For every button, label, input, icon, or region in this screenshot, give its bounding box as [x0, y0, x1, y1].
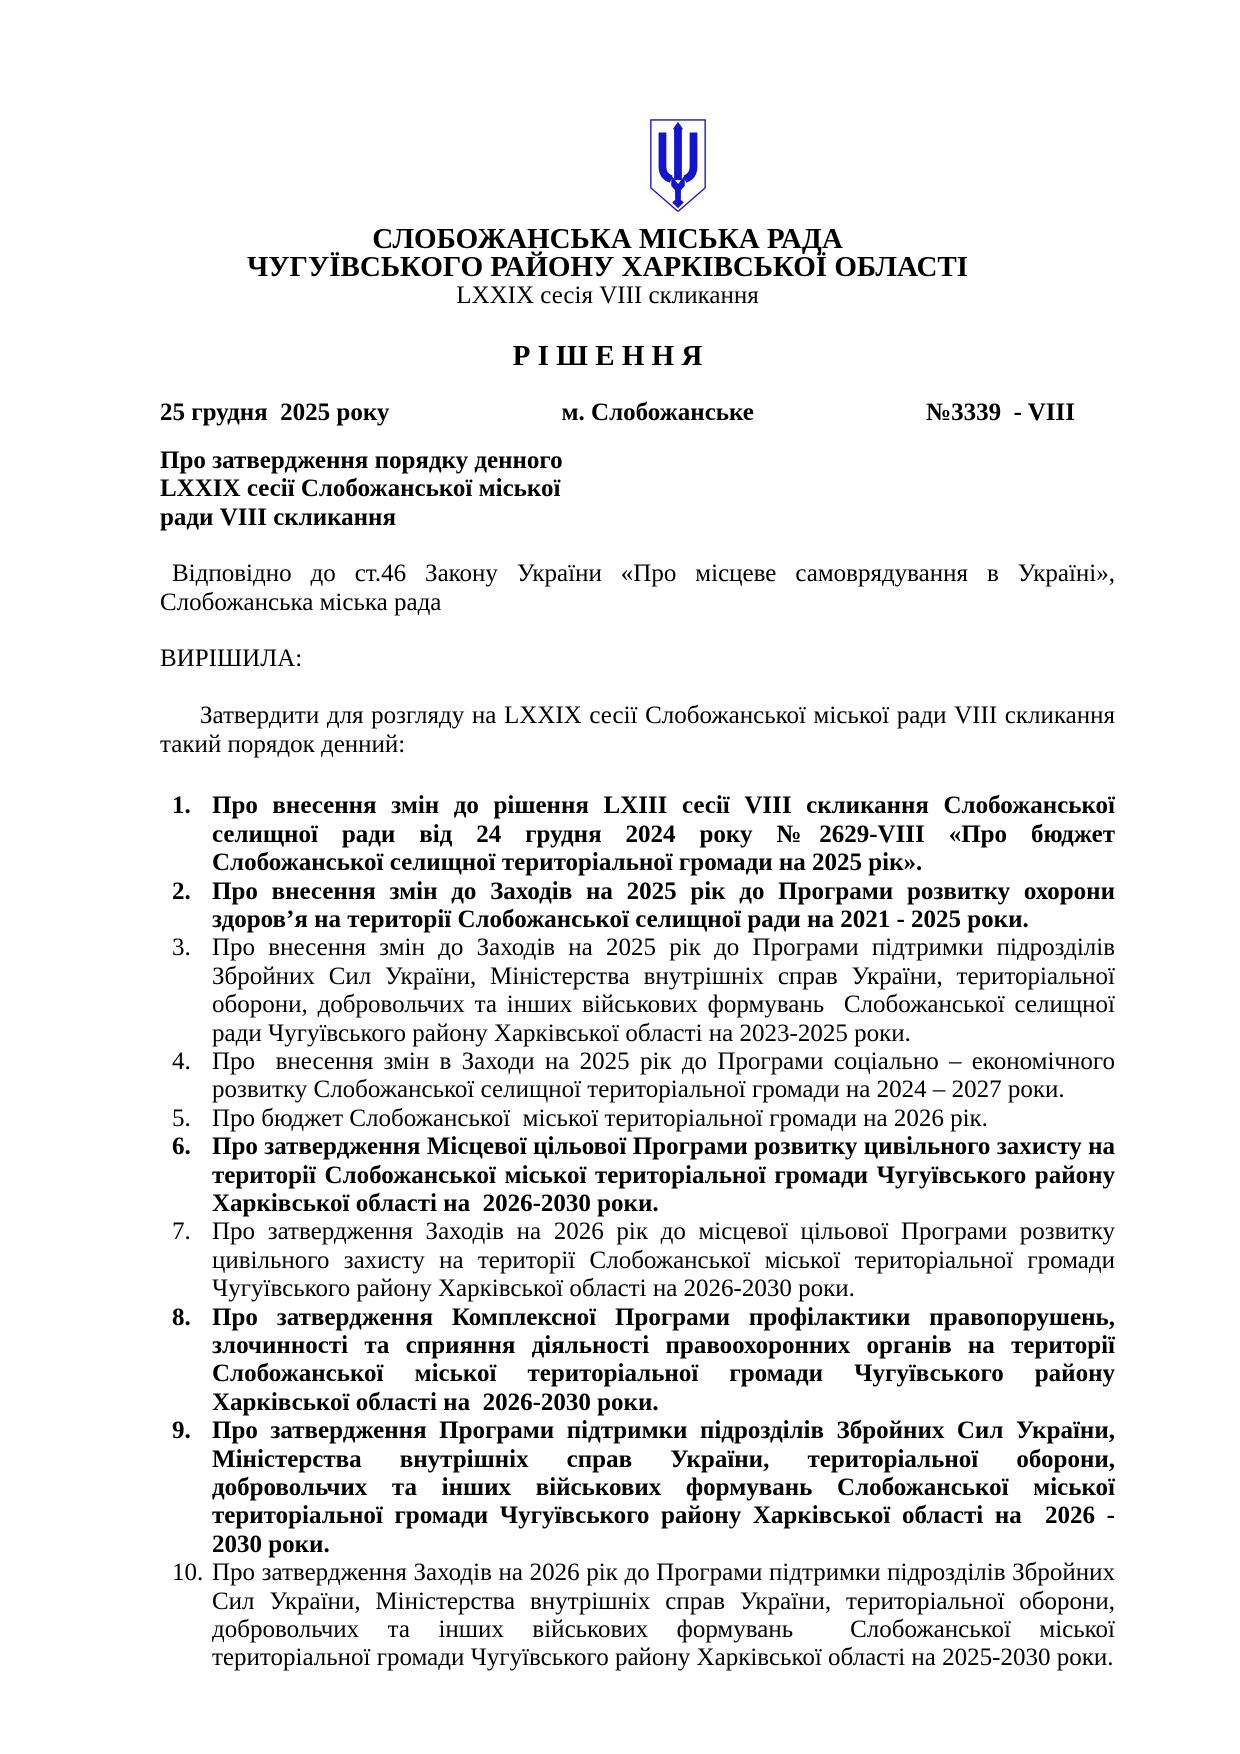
agenda-item-number: 8. — [172, 1303, 191, 1331]
resolution-intro-paragraph: Затвердити для розгляду на LXXIX сесії Слобожанської міської ради VIII скликання такий порядок денний: — [160, 702, 1122, 758]
document-number: №3339 - VIII — [926, 398, 1075, 426]
agenda-item-number: 3. — [172, 934, 191, 962]
agenda-item — [160, 1417, 1122, 1559]
preamble-paragraph: Відповідно до ст.46 Закону України «Про місцеве самоврядування в Україні», Слобожанська міська рада — [160, 560, 1122, 616]
agenda-item — [160, 1218, 1122, 1303]
agenda-item-text: Про внесення змін до Заходів на 2025 рік до Програми підтримки підрозділів Збройних Сил України, Міністерства внутрішніх справ України, територіальної оборони, добровольчих та інших військових формувань Слобожанської селищної ради Чугуївського району Харківської області на 2023-2025 роки. — [212, 934, 1122, 1047]
org-name-line1: СЛОБОЖАНСЬКА МІСЬКА РАДА — [372, 223, 843, 255]
subject-line-2: LXXIX сесії Слобожанської міської — [160, 475, 561, 503]
agenda-item-number: 1. — [172, 792, 191, 820]
session-line: LXXIX сесія VIII скликання — [456, 281, 759, 309]
agenda-item-text: Про затвердження Комплексної Програми профілактики правопорушень, злочинності та сприяння діяльності правоохоронних органів на території Слобожанської міської територіальної громади Чугуївського району Харківської області на 2026-2030 роки. — [212, 1303, 1122, 1416]
subject-line-1: Про затвердження порядку денного — [160, 447, 563, 475]
agenda-item-number: 2. — [172, 877, 191, 905]
agenda-item-number: 10. — [172, 1559, 204, 1587]
date-place-number-row — [160, 399, 1115, 427]
agenda-item-number: 6. — [172, 1133, 191, 1161]
agenda-item-number: 9. — [172, 1417, 191, 1445]
document-type-title: Р І Ш Е Н Н Я — [512, 340, 703, 373]
agenda-item-text: Про затвердження Програми підтримки підрозділів Збройних Сил України, Міністерства внутрішніх справ України, територіальної оборони, добровольчих та інших військових формувань Слобожанської міської територіальної громади Чугуївського району Харківської області на 2026 - 2030 роки. — [212, 1417, 1122, 1558]
agenda-item — [160, 792, 1122, 877]
agenda-item-number: 5. — [172, 1104, 191, 1132]
agenda-item — [160, 877, 1122, 935]
agenda-item-number: 7. — [172, 1218, 191, 1246]
subject-line-3: ради VIII скликання — [160, 503, 396, 531]
agenda-item-text: Про внесення змін до рішення LXIII сесії VIII скликання Слобожанської селищної ради від 24 грудня 2024 року №2629-VIII «Про бюджет Слобожанської селищної територіальної громади на 2025 рік». — [212, 792, 1122, 877]
agenda-list — [160, 792, 1122, 1673]
agenda-item — [160, 1559, 1122, 1673]
ukraine-trident-emblem-icon — [646, 118, 710, 215]
agenda-item — [160, 1047, 1122, 1105]
agenda-item-text: Про бюджет Слобожанської міської територіальної громади на 2026 рік. — [212, 1104, 988, 1132]
org-name-line2: ЧУГУЇВСЬКОГО РАЙОНУ ХАРКІВСЬКОЇ ОБЛАСТІ — [246, 251, 969, 284]
document-place: м. Слобожанське — [561, 398, 754, 426]
resolved-label: ВИРІШИЛА: — [160, 645, 303, 673]
agenda-item-text: Про внесення змін до Заходів на 2025 рік до Програми розвитку охорони здоров’я на території Слобожанської селищної ради на 2021 - 2025 роки. — [212, 877, 1122, 933]
agenda-item — [160, 1303, 1122, 1418]
subject-block — [160, 447, 1115, 532]
agenda-item-text: Про затвердження Місцевої цільової Програми розвитку цивільного захисту на території Слобожанської міської територіальної громади Чугуївського району Харківської області на 2026-2030 роки. — [212, 1133, 1122, 1217]
agenda-item-text: Про затвердження Заходів на 2026 рік до місцевої цільової Програми розвитку цивільного захисту на території Слобожанської міської територіальної громади Чугуївського району Харківської області на 2026-2030 роки. — [212, 1218, 1122, 1303]
agenda-item-text: Про затвердження Заходів на 2026 рік до Програми підтримки підрозділів Збройних Сил України, Міністерства внутрішніх справ України, територіальної оборони, добровольчих та інших військових формувань Слобожанської міської територіальної громади Чугуївського району Харківської області на 2025-2030 роки. — [212, 1559, 1122, 1672]
agenda-item — [160, 934, 1122, 1048]
agenda-item-number: 4. — [172, 1047, 191, 1075]
agenda-item — [160, 1105, 1115, 1133]
agenda-item — [160, 1133, 1122, 1218]
document-date: 25 грудня 2025 року — [160, 398, 390, 426]
emblem-row — [160, 118, 1115, 215]
agenda-item-text: Про внесення змін в Заходи на 2025 рік до Програми соціально – економічного розвитку Слобожанської селищної територіальної громади на 2024 – 2027 роки. — [212, 1047, 1122, 1104]
